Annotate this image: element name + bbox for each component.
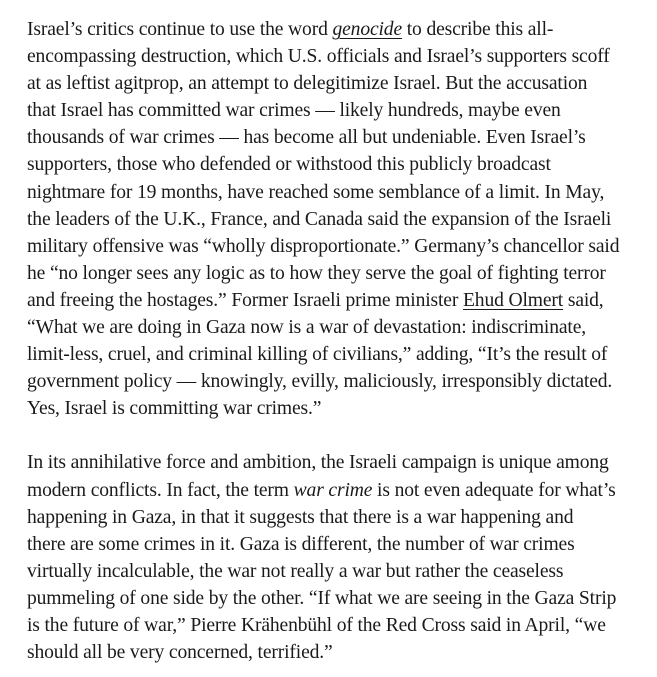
text-line: at as leftist agitprop, an attempt to delegitimize Israel. But the accusation bbox=[27, 73, 588, 95]
text-line: is the future of war,” Pierre Krähenbühl of the Red Cross said in April, “we bbox=[27, 614, 606, 636]
text-line: nightmare for 19 months, have reached some semblance of a limit. In May, bbox=[27, 181, 605, 203]
text-line: limit-less, cruel, and criminal killing of civilians,” adding, “It’s the result of bbox=[27, 344, 608, 366]
text-line: modern conflicts. In fact, the term war crime is not even adequate for what’s bbox=[27, 479, 616, 501]
text-line: supporters, those who defended or withstood this publicly broadcast bbox=[27, 154, 551, 176]
text-line: virtually incalculable, the war not really a war but rather the ceaseless bbox=[27, 560, 564, 582]
text-line: encompassing destruction, which U.S. officials and Israel’s supporters scoff bbox=[27, 46, 610, 68]
text-line: thousands of war crimes — has become all but undeniable. Even Israel’s bbox=[27, 127, 586, 149]
paragraph-1 bbox=[27, 16, 639, 422]
text-line: the leaders of the U.K., France, and Canada said the expansion of the Israeli bbox=[27, 208, 612, 230]
text-line: Israel’s critics continue to use the word genocide to describe this all- bbox=[27, 19, 554, 40]
text-line: that Israel has committed war crimes — likely hundreds, maybe even bbox=[27, 100, 561, 122]
genocide-link[interactable]: genocide bbox=[332, 19, 403, 40]
text-line: military offensive was “wholly disproportionate.” Germany’s chancellor said bbox=[27, 235, 620, 257]
text-line: he “no longer sees any logic as to how they serve the goal of fighting terror bbox=[27, 262, 606, 284]
text-line: happening in Gaza, in that it suggests that there is a war happening and bbox=[27, 506, 574, 528]
paragraph-2 bbox=[27, 449, 639, 666]
text-line: should all be very concerned, terrified.” bbox=[27, 642, 333, 664]
text-line: pummeling of one side by the other. “If what we are seeing in the Gaza Strip bbox=[27, 587, 617, 609]
text-line: there are some crimes in it. Gaza is different, the number of war crimes bbox=[27, 533, 575, 555]
text-line: and freeing the hostages.” Former Israeli prime minister Ehud Olmert said, bbox=[27, 289, 604, 311]
text-line: Yes, Israel is committing war crimes.” bbox=[27, 398, 322, 420]
text-line: “What we are doing in Gaza now is a war of devastation: indiscriminate, bbox=[27, 317, 587, 339]
text-line: government policy — knowingly, evilly, maliciously, irresponsibly dictated. bbox=[27, 371, 613, 393]
article-body bbox=[27, 16, 639, 666]
emphasis: war crime bbox=[293, 479, 373, 501]
ehud-olmert-link[interactable]: Ehud Olmert bbox=[462, 289, 564, 311]
text-line: In its annihilative force and ambition, the Israeli campaign is unique among bbox=[27, 452, 609, 474]
